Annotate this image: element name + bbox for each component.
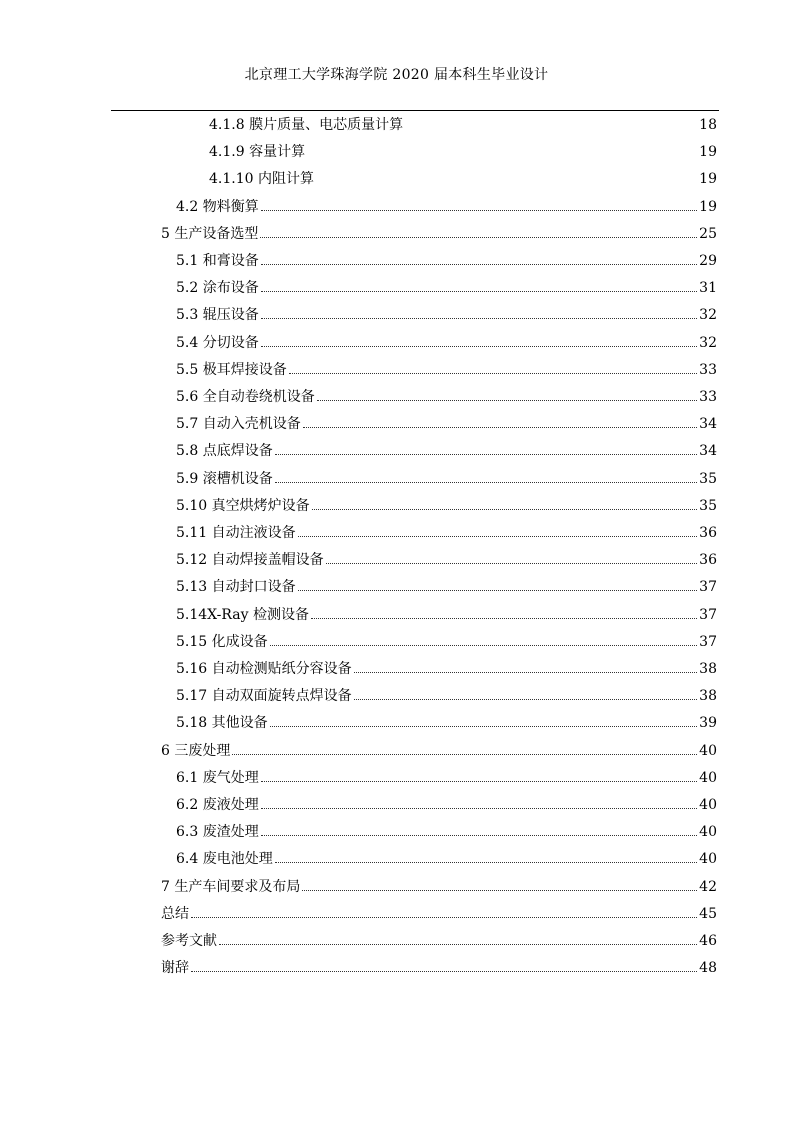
toc-leader-dots [261, 291, 697, 292]
toc-entry-page: 46 [699, 933, 717, 949]
toc-entry[interactable] [176, 574, 717, 601]
toc-leader-dots [261, 346, 697, 347]
toc-leader-dots [326, 563, 698, 564]
toc-entry-page: 38 [699, 688, 717, 705]
toc-entry[interactable] [176, 656, 717, 683]
toc-entry-label: 6.1 废气处理 [176, 769, 259, 786]
toc-entry-label: 5.12 自动焊接盖帽设备 [176, 552, 324, 569]
toc-entry-page: 38 [699, 661, 717, 677]
toc-leader-dots [311, 618, 697, 619]
toc-entry-page: 29 [699, 253, 717, 269]
toc-entry-label: 4.2 物料衡算 [176, 198, 259, 215]
toc-entry-page: 37 [699, 579, 717, 596]
toc-entry[interactable] [176, 520, 717, 547]
toc-leader-dots [275, 454, 697, 455]
toc-entry-label: 5.13 自动封口设备 [176, 579, 296, 596]
toc-leader-dots [260, 237, 697, 238]
toc-entry-page: 33 [699, 361, 717, 378]
toc-entry-page: 37 [699, 633, 717, 650]
toc-entry[interactable] [161, 955, 717, 982]
toc-entry-page: 33 [699, 389, 717, 405]
toc-leader-dots [261, 781, 697, 782]
toc-entry-page: 25 [699, 225, 717, 242]
toc-leader-dots [275, 862, 697, 863]
toc-entry[interactable] [176, 710, 717, 737]
toc-entry-label: 4.1.8 膜片质量、电芯质量计算 [209, 117, 404, 133]
toc-leader-dots [303, 427, 697, 428]
toc-entry[interactable] [176, 602, 717, 629]
toc-entry[interactable] [161, 738, 717, 765]
toc-entry-label: 参考文献 [161, 933, 217, 949]
toc-entry-label: 4.1.10 内阻计算 [209, 171, 314, 188]
toc-entry[interactable] [209, 112, 717, 139]
toc-entry[interactable] [176, 846, 717, 873]
toc-leader-dots [312, 509, 698, 510]
toc-leader-dots [270, 645, 698, 646]
toc-entry-page: 35 [699, 497, 717, 514]
toc-entry-page: 40 [699, 742, 717, 759]
toc-entry[interactable] [161, 928, 717, 955]
toc-leader-dots [232, 754, 697, 755]
toc-leader-dots [270, 726, 698, 727]
toc-entry-page: 35 [699, 470, 717, 487]
toc-entry[interactable] [176, 438, 717, 465]
toc-entry-page: 34 [699, 443, 717, 460]
toc-entry[interactable] [176, 384, 717, 411]
toc-entry-label: 5.15 化成设备 [176, 633, 268, 650]
toc-entry-label: 5.5 极耳焊接设备 [176, 361, 287, 378]
toc-leader-dots [275, 482, 697, 483]
toc-entry-label: 5.14X-Ray 检测设备 [176, 606, 309, 623]
toc-leader-dots [354, 699, 698, 700]
toc-entry-page: 32 [699, 334, 717, 351]
toc-entry-label: 5.17 自动双面旋转点焊设备 [176, 688, 352, 705]
toc-entry-page: 19 [699, 171, 717, 188]
toc-leader-dots [317, 400, 697, 401]
toc-entry-page: 34 [699, 416, 717, 433]
toc-entry-label: 5.2 涂布设备 [176, 280, 259, 297]
toc-entry[interactable] [176, 547, 717, 574]
toc-entry-label: 5.11 自动注液设备 [176, 525, 296, 541]
toc-entry-page: 18 [699, 117, 717, 133]
toc-entry[interactable] [161, 221, 717, 248]
toc-leader-dots [261, 264, 697, 265]
toc-leader-dots [298, 536, 698, 537]
toc-leader-dots [261, 808, 697, 809]
toc-entry-label: 5.3 辊压设备 [176, 307, 259, 324]
toc-entry-label: 6.2 废液处理 [176, 797, 259, 813]
toc-entry-label: 5.16 自动检测贴纸分容设备 [176, 661, 352, 677]
toc-entry[interactable] [176, 819, 717, 846]
toc-entry-label: 5.9 滚槽机设备 [176, 470, 273, 487]
toc-entry-page: 48 [699, 960, 717, 977]
toc-entry-page: 37 [699, 606, 717, 623]
toc-entry-page: 31 [699, 280, 717, 297]
toc-entry-label: 谢辞 [161, 960, 189, 977]
toc-entry[interactable] [176, 357, 717, 384]
toc-entry-page: 40 [699, 824, 717, 841]
toc-entry-label: 7 生产车间要求及布局 [161, 878, 301, 895]
toc-entry-page: 40 [699, 797, 717, 813]
toc-entry-page: 36 [699, 552, 717, 569]
toc-entry-label: 6.3 废渣处理 [176, 824, 259, 841]
toc-entry-label: 5.1 和膏设备 [176, 253, 259, 269]
toc-entry[interactable] [209, 139, 717, 166]
header-rule [111, 110, 719, 111]
toc-entry-label: 5.6 全自动卷绕机设备 [176, 389, 315, 405]
toc-entry[interactable] [176, 466, 717, 493]
toc-entry[interactable] [176, 683, 717, 710]
toc-entry-page: 19 [699, 144, 717, 161]
toc-leader-dots [219, 944, 697, 945]
toc-entry-label: 4.1.9 容量计算 [209, 144, 306, 161]
toc-entry-label: 5.7 自动入壳机设备 [176, 416, 301, 433]
toc-entry[interactable] [176, 792, 717, 819]
toc-leader-dots [261, 835, 697, 836]
toc-entry-page: 32 [699, 307, 717, 324]
toc-entry-label: 6.4 废电池处理 [176, 851, 273, 868]
toc-entry[interactable] [176, 275, 717, 302]
toc-leader-dots [261, 318, 697, 319]
toc-entry-label: 5.8 点底焊设备 [176, 443, 273, 460]
toc-entry-label: 5.10 真空烘烤炉设备 [176, 497, 310, 514]
toc-leader-dots [191, 971, 697, 972]
toc-leader-dots [354, 672, 698, 673]
toc-entry[interactable] [209, 166, 717, 193]
toc-entry-label: 5.18 其他设备 [176, 715, 268, 732]
toc-entry[interactable] [176, 330, 717, 357]
toc-entry-label: 6 三废处理 [161, 742, 231, 759]
toc-leader-dots [191, 917, 697, 918]
toc-entry-page: 45 [699, 905, 717, 922]
toc-entry[interactable] [176, 248, 717, 275]
toc-entry-label: 5.4 分切设备 [176, 334, 259, 351]
toc-entry[interactable] [176, 493, 717, 520]
toc-entry-page: 40 [699, 851, 717, 868]
toc-leader-dots [298, 590, 698, 591]
toc-entry-label: 总结 [161, 905, 189, 922]
toc-entry[interactable] [161, 901, 717, 928]
toc-entry-page: 40 [699, 769, 717, 786]
toc-leader-dots [261, 210, 697, 211]
toc-entry[interactable] [176, 411, 717, 438]
page-header: 北京理工大学珠海学院 2020 届本科生毕业设计 [244, 67, 549, 83]
toc-entry[interactable] [176, 629, 717, 656]
toc-entry-page: 19 [699, 198, 717, 215]
toc-entry[interactable] [161, 874, 717, 901]
toc-entry[interactable] [176, 765, 717, 792]
toc-entry[interactable] [176, 194, 717, 221]
toc-entry-label: 5 生产设备选型 [161, 225, 259, 242]
toc-entry-page: 42 [699, 878, 717, 895]
toc-entry-page: 39 [699, 715, 717, 732]
toc-leader-dots [289, 373, 697, 374]
toc-entry-page: 36 [699, 525, 717, 541]
toc-leader-dots [302, 890, 697, 891]
toc-entry[interactable] [176, 302, 717, 329]
